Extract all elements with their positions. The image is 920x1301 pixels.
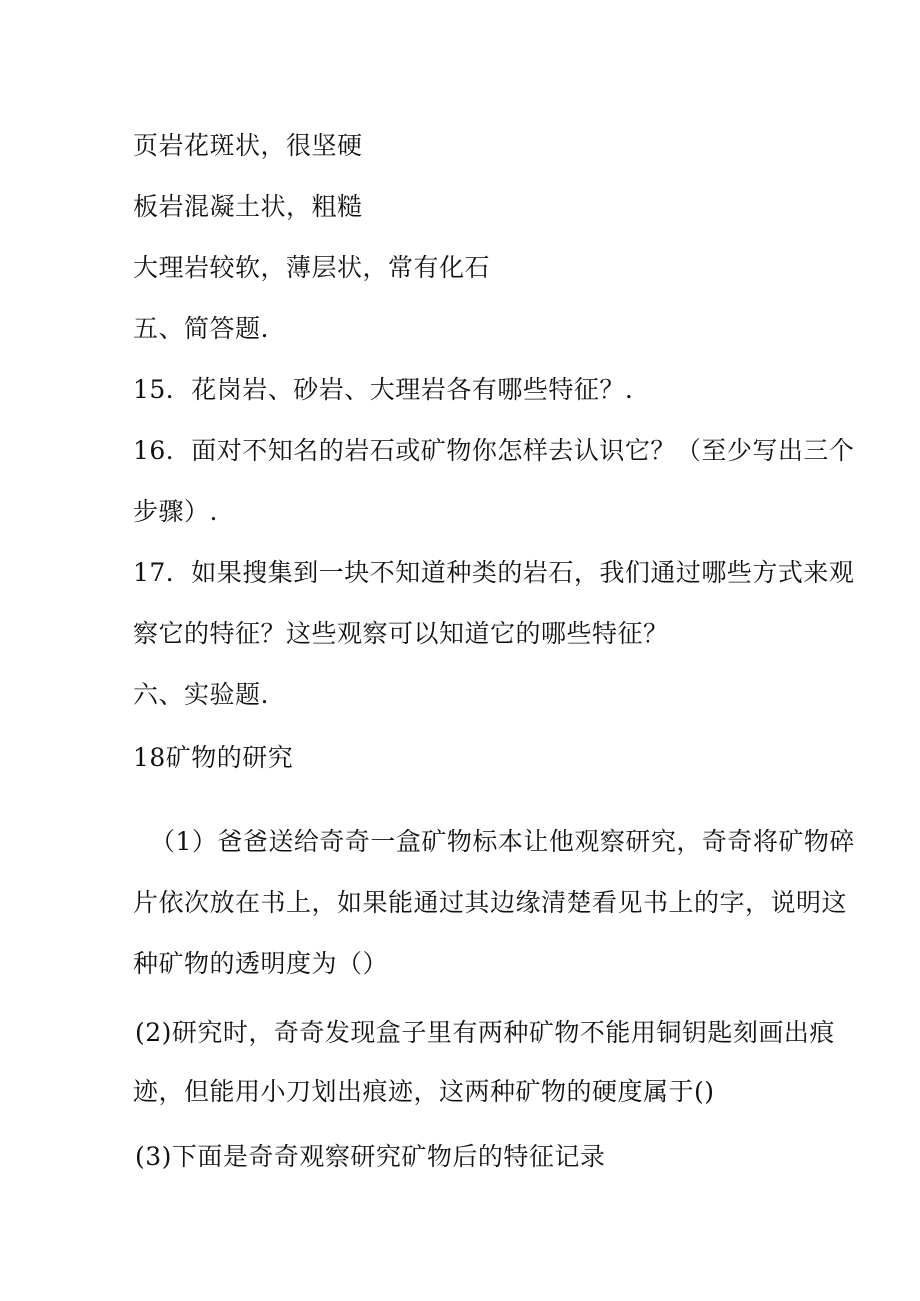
question-17-line-1: 17．如果搜集到一块不知道种类的岩石，我们通过哪些方式来观 [133, 558, 855, 587]
section-heading-experiment: 六、实验题. [133, 680, 269, 709]
question-18-part-2-line-2: 迹，但能用小刀划出痕迹，这两种矿物的硬度属于() [133, 1077, 715, 1106]
question-17-line-2: 察它的特征？这些观察可以知道它的哪些特征？ [133, 619, 669, 648]
section-heading-short-answer: 五、简答题. [133, 314, 269, 343]
question-18-part-2-line-1: (2)研究时，奇奇发现盒子里有两种矿物不能用铜钥匙刻画出痕 [135, 1018, 835, 1047]
question-16-line-1: 16．面对不知名的岩石或矿物你怎样去认识它？（至少写出三个 [133, 436, 855, 465]
text-line-marble: 大理岩较软，薄层状，常有化石 [133, 253, 491, 282]
question-16-line-2: 步骤）. [133, 497, 218, 526]
question-18-part-3: (3)下面是奇奇观察研究矿物后的特征记录 [135, 1142, 606, 1171]
question-15: 15．花岗岩、砂岩、大理岩各有哪些特征？. [133, 375, 634, 404]
question-18-part-1-line-3: 种矿物的透明度为（） [133, 949, 389, 978]
question-18-part-1-line-2: 片依次放在书上，如果能通过其边缘清楚看见书上的字，说明这 [133, 888, 848, 917]
question-18-part-1-line-1: （1）爸爸送给奇奇一盒矿物标本让他观察研究，奇奇将矿物碎 [150, 827, 855, 856]
text-line-shale: 页岩花斑状，很坚硬 [133, 131, 363, 160]
text-line-slate: 板岩混凝土状，粗糙 [133, 192, 363, 221]
question-18-title: 18矿物的研究 [133, 743, 294, 772]
